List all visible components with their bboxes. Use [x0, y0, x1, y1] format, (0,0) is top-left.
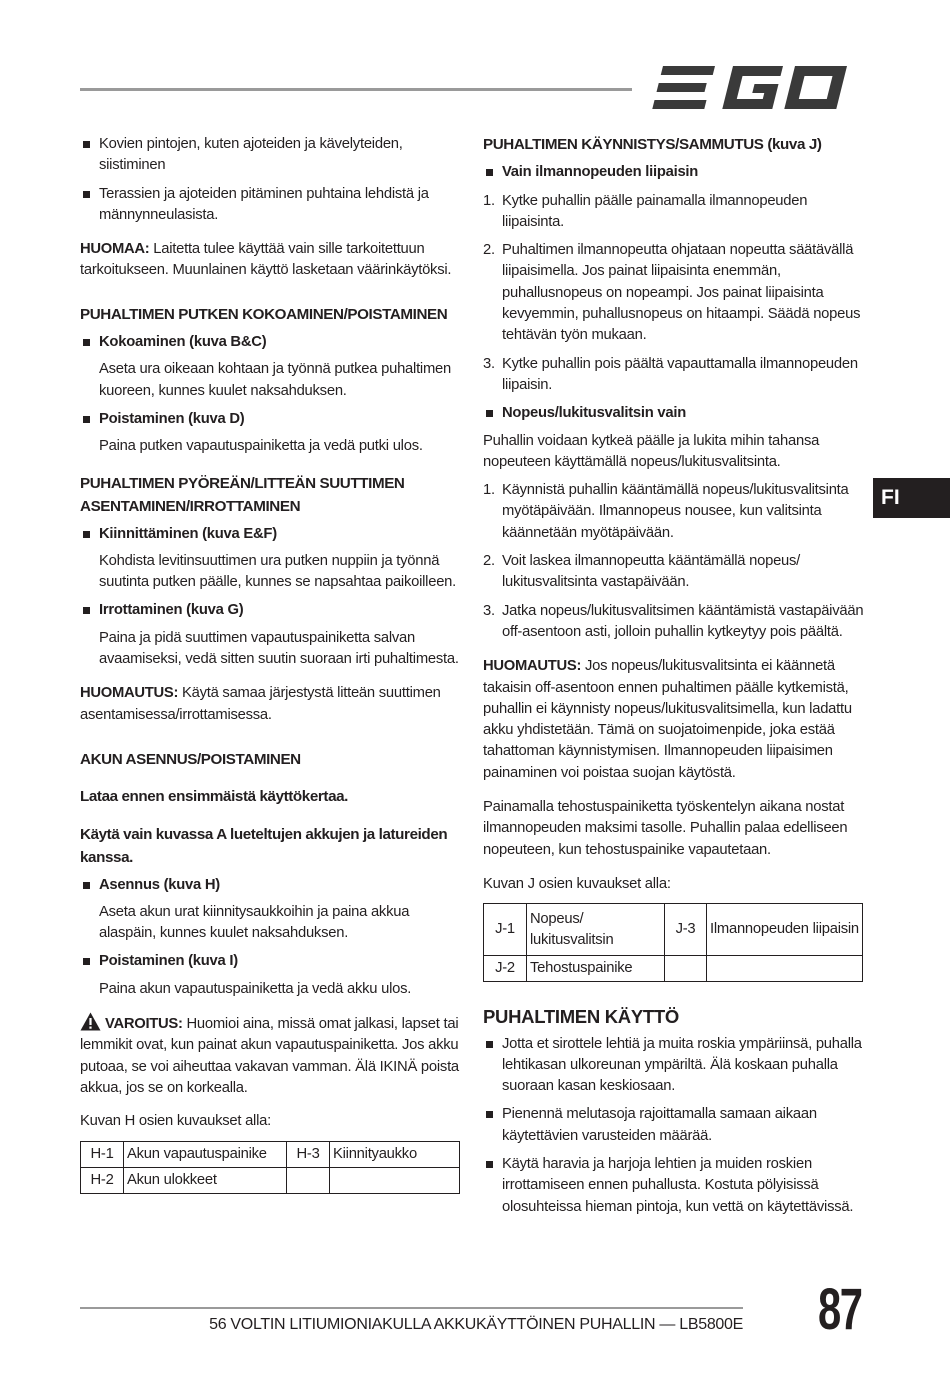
body-text: Aseta ura oikeaan kohtaan ja työnnä putkea puhaltimen kuoreen, kunnes kuulet naksahduksen.	[99, 361, 451, 399]
subheading: Irrottaminen (kuva G)	[80, 600, 465, 621]
list-item: Jotta et sirottele lehtiä ja muita roskia ympäriinsä, puhalla lehtikasan ulkoreunan ympäriltä. Älä koskaan puhalla suoraan kasan keskiosaan.	[483, 1034, 868, 1098]
section-heading: PUHALTIMEN PYÖREÄN/LITTEÄN SUUTTIMEN ASENTAMINEN/IRROTTAMINEN	[80, 474, 405, 515]
numbered-step: 1. Käynnistä puhallin kääntämällä nopeus/lukitusvalitsinta myötäpäivään. Ilmannopeus nousee, kun valitsinta käännetään myötäpäivään.	[483, 482, 849, 541]
table-cell: Akun vapautuspainike	[124, 1141, 287, 1167]
table-row	[81, 1167, 460, 1193]
table-cell: Ilmannopeuden liipaisin	[707, 904, 863, 956]
body-text: Paina putken vapautuspainiketta ja vedä putki ulos.	[99, 438, 423, 455]
subheading: Vain ilmannopeuden liipaisin	[483, 162, 868, 183]
body-text: Painamalla tehostuspainiketta työskentelyn aikana nostat ilmannopeuden maksimi tasolle. Puhallin palaa edelliseen nopeuteen, kun tehostuspainike vapautetaan.	[483, 799, 848, 858]
section-heading: PUHALTIMEN KÄYNNISTYS/SAMMUTUS (kuva J)	[483, 136, 822, 153]
table-cell: H-1	[81, 1141, 124, 1167]
table-row	[484, 956, 863, 982]
left-column	[80, 134, 465, 1194]
body-text: Paina ja pidä suuttimen vapautuspainiketta salvan avaamiseksi, vedä sitten suutin suoraan irti puhaltimesta.	[99, 629, 459, 668]
table-cell	[287, 1167, 330, 1193]
table-cell: Tehostuspainike	[527, 956, 665, 982]
numbered-step: 3. Jatka nopeus/lukitusvalitsimen kääntämistä vastapäivään off-asentoon asti, jolloin puhallin kytkeytyy pois päältä.	[483, 602, 864, 640]
note-text: Jos nopeus/lukitusvalitsinta ei käännetä takaisin off-asentoon ennen puhaltimen päälle kytkemistä, puhallin ei käynnisty nopeus/lukitusvalitsimella, kun ladattu akku yhdistetään. Tämä on suojatoimenpide, joka estää tahattoman käynnistymisen. Ilmannopeuden liipaisimen painaminen voi poistaa suojan käytöstä.	[483, 658, 852, 781]
table-cell: J-3	[665, 904, 707, 956]
section-heading: AKUN ASENNUS/POISTAMINEN	[80, 750, 301, 768]
header-rule	[80, 88, 632, 91]
table-cell: J-2	[484, 956, 527, 982]
language-tab: FI	[873, 478, 950, 518]
body-text: Kohdista levitinsuuttimen ura putken nuppiin ja työnnä suutinta putken päälle, kunnes se napsahtaa paikoilleen.	[99, 552, 457, 591]
numbered-step: 2. Puhaltimen ilmannopeutta ohjataan nopeutta säätävällä liipaisimella. Jos painat liipaisinta enemmän, puhallusnopeus on nopeampi. Jos painat liipaisinta kevyemmin, puhallusnopeus on hitaampi. Säädä nopeus tehtävän työn mukaan.	[483, 242, 861, 344]
page-number: 87	[818, 1277, 862, 1342]
table-row	[81, 1141, 460, 1167]
numbered-step: 3. Kytke puhallin pois päältä vapauttamalla ilmannopeuden liipaisin.	[483, 355, 858, 393]
note-paragraph	[483, 656, 868, 784]
table-cell: H-3	[287, 1141, 330, 1167]
note-label: HUOMAUTUS:	[80, 685, 179, 702]
subheading: Kiinnittäminen (kuva E&F)	[80, 524, 465, 545]
table-cell: J-1	[484, 904, 527, 956]
bold-notice: Käytä vain kuvassa A lueteltujen akkujen ja latureiden kanssa.	[80, 825, 448, 866]
warning-text: Huomioi aina, missä omat jalkasi, lapset tai lemmikit ovat, kun painat akun vapautuspainiketta. Jos akku putoaa, se voi aiheuttaa vakavan vamman. Älä IKINÄ poista akkua, jos se on korkealla.	[80, 1016, 459, 1096]
warning-icon	[80, 1012, 101, 1031]
numbered-step: 2. Voit laskea ilmannopeutta kääntämällä nopeus/ lukitusvalitsinta vastapäivään.	[483, 553, 801, 591]
footer-rule	[80, 1307, 743, 1309]
table-cell	[665, 956, 707, 982]
table-cell	[707, 956, 863, 982]
table-intro: Kuvan J osien kuvaukset alla:	[483, 875, 671, 892]
note-paragraph	[80, 239, 465, 282]
warning-label: VAROITUS:	[105, 1016, 183, 1033]
subheading: Asennus (kuva H)	[80, 875, 465, 896]
list-item: Terassien ja ajoteiden pitäminen puhtaina lehdistä ja männynneulasista.	[80, 184, 465, 227]
table-row	[484, 904, 863, 956]
table-cell: Nopeus/ lukitusvalitsin	[527, 904, 665, 956]
note-label: HUOMAUTUS:	[483, 658, 582, 675]
subheading: Poistaminen (kuva I)	[80, 951, 465, 972]
note-paragraph	[80, 683, 465, 726]
note-label: HUOMAA:	[80, 241, 150, 258]
list-item: Kovien pintojen, kuten ajoteiden ja kävelyteiden, siistiminen	[80, 134, 465, 177]
footer-title: 56 VOLTIN LITIUMIONIAKULLA AKKUKÄYTTÖINEN PUHALLIN — LB5800E	[209, 1316, 743, 1333]
parts-table-h	[80, 1141, 460, 1194]
numbered-step: 1. Kytke puhallin päälle painamalla ilmannopeuden liipaisinta.	[483, 192, 808, 230]
table-intro: Kuvan H osien kuvaukset alla:	[80, 1113, 271, 1130]
section-heading: PUHALTIMEN PUTKEN KOKOAMINEN/POISTAMINEN	[80, 305, 448, 323]
table-cell: Kiinnityaukko	[330, 1141, 460, 1167]
subheading: Kokoaminen (kuva B&C)	[80, 332, 465, 353]
list-item: Käytä haravia ja harjoja lehtien ja muiden roskien irrottamiseen ennen puhallusta. Kostuta pölyisissä olosuhteissa hieman pintoja, kun vettä on käytettävissä.	[483, 1154, 868, 1218]
bold-notice: Lataa ennen ensimmäistä käyttökertaa.	[80, 788, 348, 806]
subheading: Nopeus/lukitusvalitsin vain	[483, 403, 868, 424]
table-cell: Akun ulokkeet	[124, 1167, 287, 1193]
note-text: Käytä samaa järjestystä litteän suuttimen asentamisessa/irrottamisessa.	[80, 685, 441, 723]
table-cell: H-2	[81, 1167, 124, 1193]
table-cell	[330, 1167, 460, 1193]
note-text: Laitetta tulee käyttää vain sille tarkoitettuun tarkoitukseen. Muunlainen käyttö lasketaan väärinkäytöksi.	[80, 241, 452, 279]
body-text: Puhallin voidaan kytkeä päälle ja lukita mihin tahansa nopeuteen käyttämällä nopeus/lukitusvalitsinta.	[483, 432, 820, 470]
section-heading: PUHALTIMEN KÄYTTÖ	[483, 1006, 679, 1028]
body-text: Aseta akun urat kiinnitysaukkoihin ja paina akkua alaspäin, kunnes kuulet naksahduksen.	[99, 903, 410, 942]
subheading: Poistaminen (kuva D)	[80, 409, 465, 430]
body-text: Paina akun vapautuspainiketta ja vedä akku ulos.	[99, 980, 412, 997]
list-item: Pienennä melutasoja rajoittamalla samaan aikaan käytettävien varusteiden määrää.	[483, 1104, 868, 1147]
ego-logo	[650, 62, 862, 114]
parts-table-j	[483, 903, 863, 982]
warning-paragraph	[80, 1012, 465, 1099]
right-column	[483, 134, 868, 1218]
